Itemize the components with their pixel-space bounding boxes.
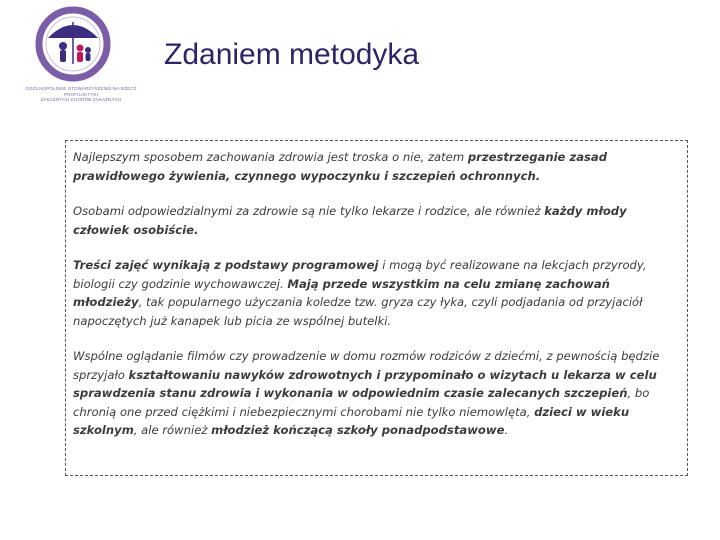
body-paragraph xyxy=(73,256,681,330)
body-text: , bo chronią one przed ciężkimi i niebezpiecznymi chorobami nie tylko niemowlęta, xyxy=(73,386,650,419)
content-box xyxy=(65,140,688,476)
slide-title: Zdaniem metodyka xyxy=(164,38,420,71)
body-text: , tak popularnego użyczania koledze tzw. gryza czy łyka, czyli podjadania od przyjaciół napoczętych już kanapek lub picia ze wspólnej butelki. xyxy=(73,295,643,328)
emphasized-text: Mają przede wszystkim na celu zmianę zachowań młodzieży xyxy=(73,276,610,309)
emphasized-text: kształtowaniu nawyków zdrowotnych i przypominało o wizytach u lekarza w celu sprawdzenia stanu zdrowia i wykonania w odpowiednim czasie zalecanych szczepień xyxy=(73,367,657,400)
body-paragraph xyxy=(73,347,681,440)
emphasized-text: młodzież kończącą szkoły ponadpodstawowe xyxy=(211,423,505,437)
body-paragraph xyxy=(73,148,681,185)
organization-logo xyxy=(8,6,138,102)
body-text: . xyxy=(504,423,509,437)
body-text: Osobami odpowiedzialnymi za zdrowie są nie tylko lekarze i rodzice, ale również xyxy=(73,204,545,218)
body-text: Wspólne oglądanie filmów czy prowadzenie w domu rozmów rodziców z dziećmi, z pewnością będzie sprzyjało xyxy=(73,349,660,382)
body-text: Najlepszym sposobem zachowania zdrowia jest troska o nie, zatem xyxy=(73,150,468,164)
body-paragraph xyxy=(73,202,681,239)
emphasized-text: każdy młody człowiek osobiście. xyxy=(73,204,627,237)
logo-emblem-icon xyxy=(8,6,138,88)
logo-caption xyxy=(14,86,148,103)
body-text: , ale również xyxy=(133,423,212,437)
emphasized-text: przestrzeganie zasad prawidłowego żywienia, czynnego wypoczynku i szczepień ochronnych. xyxy=(73,150,608,183)
emphasized-text: dzieci w wieku szkolnym xyxy=(73,404,630,437)
logo-caption-line: ZAKAŹNYCH CHORÓB ZAKAŹNYCH xyxy=(40,97,122,103)
body-text: i mogą być realizowane na lekcjach przyrody, biologii czy godzinie wychowawczej. xyxy=(73,258,647,291)
emphasized-text: Treści zajęć wynikają z podstawy programowej xyxy=(73,258,379,272)
logo-caption-line: OGÓLNOPOLSKIE STOWARZYSZENIE NA RZECZ PROFILAKTYKI xyxy=(25,86,137,97)
